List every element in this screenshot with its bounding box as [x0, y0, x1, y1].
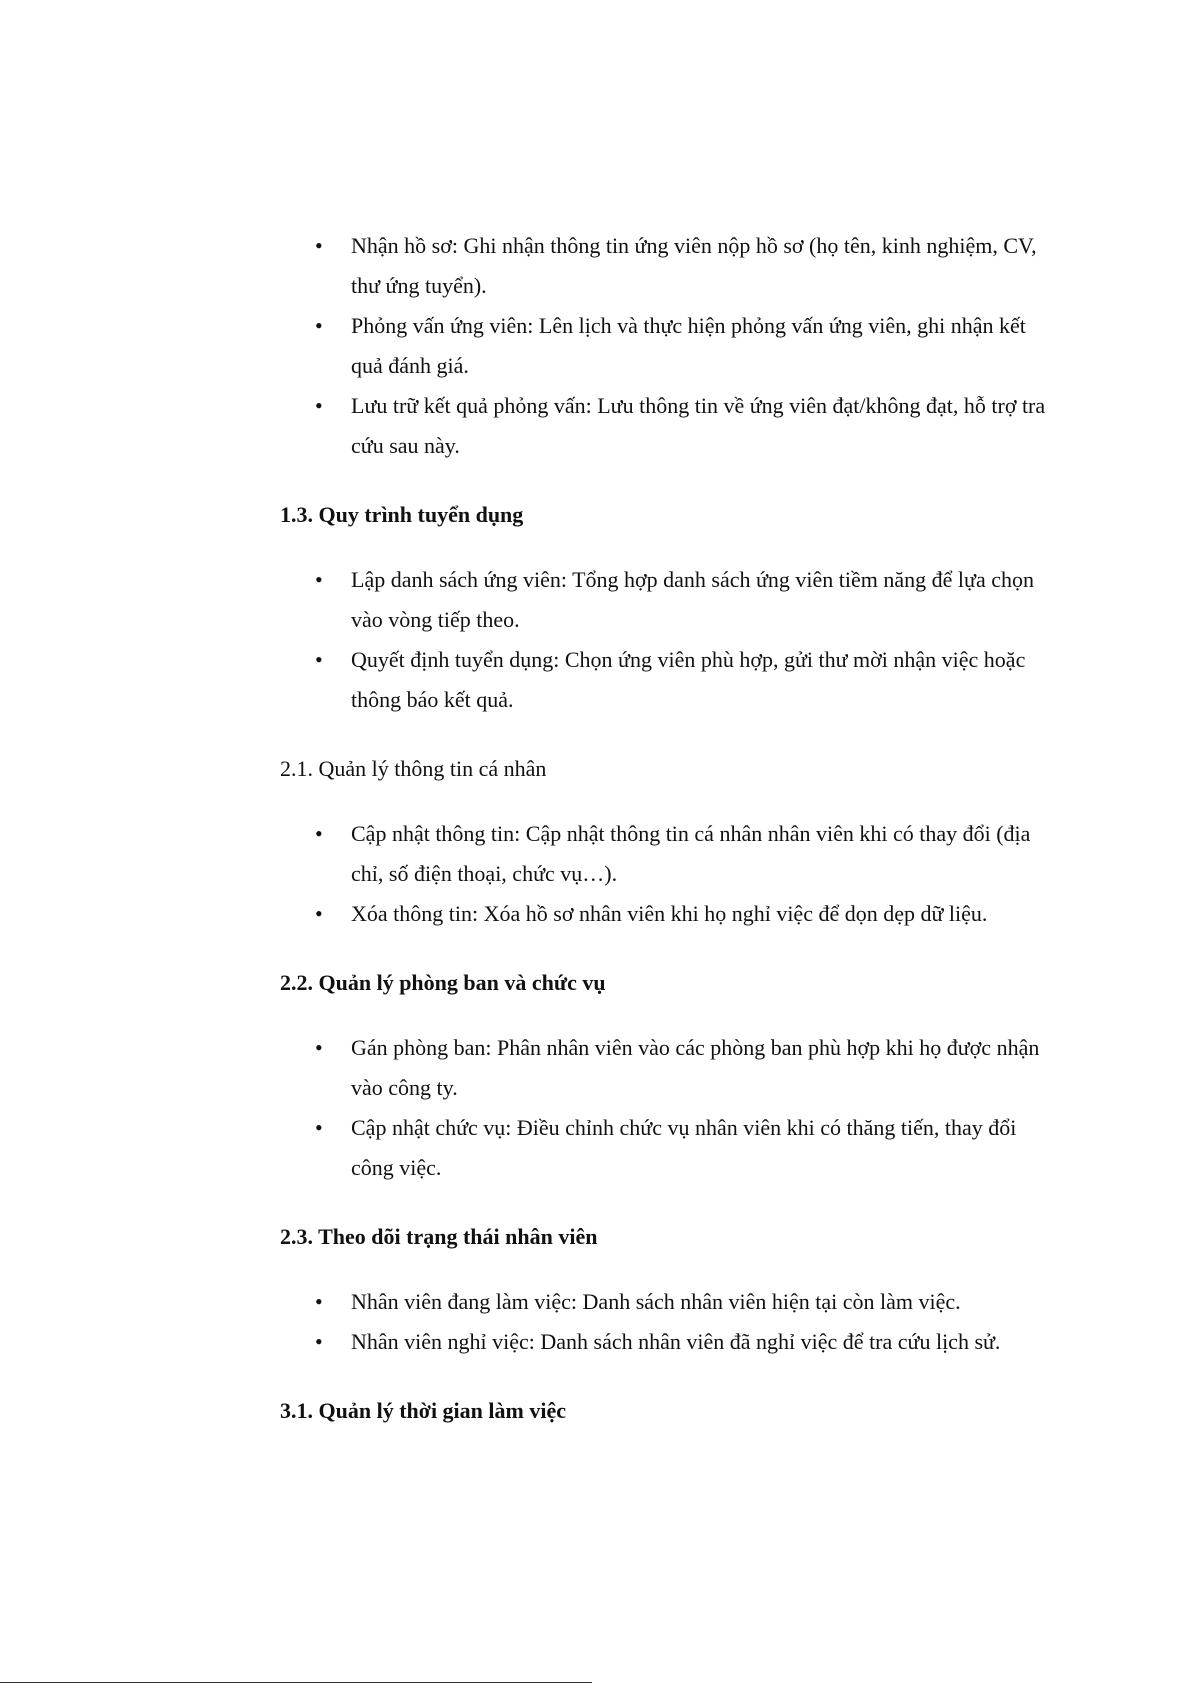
section-heading-1-3: 1.3. Quy trình tuyển dụng [280, 502, 524, 527]
bullet-icon: • [315, 313, 323, 338]
list-item [280, 226, 1060, 306]
list-item [280, 386, 1060, 466]
list-item-text: Nhân viên đang làm việc: Danh sách nhân viên hiện tại còn làm việc. [351, 1289, 961, 1314]
section-heading-2-1: 2.1. Quản lý thông tin cá nhân [280, 756, 547, 781]
list-item [280, 306, 1060, 386]
document-content [280, 226, 1060, 1426]
list-item-text: Phỏng vấn ứng viên: Lên lịch và thực hiện phỏng vấn ứng viên, ghi nhận kết quả đánh giá. [351, 313, 1026, 378]
bullet-icon: • [315, 1289, 323, 1314]
footnote-divider [0, 1682, 592, 1683]
bullet-icon: • [315, 901, 323, 926]
list-item-text: Nhận hồ sơ: Ghi nhận thông tin ứng viên nộp hồ sơ (họ tên, kinh nghiệm, CV, thư ứng tuyển). [351, 233, 1037, 298]
bullet-icon: • [315, 821, 323, 846]
list-item-text: Gán phòng ban: Phân nhân viên vào các phòng ban phù hợp khi họ được nhận vào công ty. [351, 1035, 1040, 1100]
bullet-icon: • [315, 1329, 323, 1354]
bullet-list-employee-status [280, 1282, 1060, 1362]
bullet-list-personal-info [280, 814, 1060, 934]
list-item-text: Quyết định tuyển dụng: Chọn ứng viên phù hợp, gửi thư mời nhận việc hoặc thông báo kết quả. [351, 647, 1026, 712]
bullet-icon: • [315, 233, 323, 258]
list-item [280, 1028, 1060, 1108]
list-item [280, 894, 1060, 934]
list-item [280, 814, 1060, 894]
bullet-list-recruitment-process [280, 560, 1060, 720]
list-item-text: Lưu trữ kết quả phỏng vấn: Lưu thông tin về ứng viên đạt/không đạt, hỗ trợ tra cứu sau này. [351, 393, 1046, 458]
list-item [280, 1322, 1060, 1362]
section-heading-2-2: 2.2. Quản lý phòng ban và chức vụ [280, 970, 606, 995]
bullet-icon: • [315, 1115, 323, 1140]
list-item-text: Lập danh sách ứng viên: Tổng hợp danh sách ứng viên tiềm năng để lựa chọn vào vòng tiếp theo. [351, 567, 1034, 632]
list-item [280, 1282, 1060, 1322]
section-heading-2-3: 2.3. Theo dõi trạng thái nhân viên [280, 1224, 598, 1249]
list-item-text: Nhân viên nghỉ việc: Danh sách nhân viên đã nghỉ việc để tra cứu lịch sử. [351, 1329, 1001, 1354]
bullet-icon: • [315, 567, 323, 592]
list-item-text: Xóa thông tin: Xóa hồ sơ nhân viên khi họ nghỉ việc để dọn dẹp dữ liệu. [351, 901, 988, 926]
list-item [280, 560, 1060, 640]
list-item-text: Cập nhật thông tin: Cập nhật thông tin cá nhân nhân viên khi có thay đổi (địa chỉ, số điện thoại, chức vụ…). [351, 821, 1031, 886]
bullet-list-departments [280, 1028, 1060, 1188]
bullet-icon: • [315, 393, 323, 418]
list-item [280, 1108, 1060, 1188]
list-item-text: Cập nhật chức vụ: Điều chỉnh chức vụ nhân viên khi có thăng tiến, thay đổi công việc. [351, 1115, 1017, 1180]
section-heading-3-1: 3.1. Quản lý thời gian làm việc [280, 1398, 566, 1423]
bullet-icon: • [315, 647, 323, 672]
bullet-icon: • [315, 1035, 323, 1060]
bullet-list-recruitment-intake [280, 226, 1060, 466]
list-item [280, 640, 1060, 720]
